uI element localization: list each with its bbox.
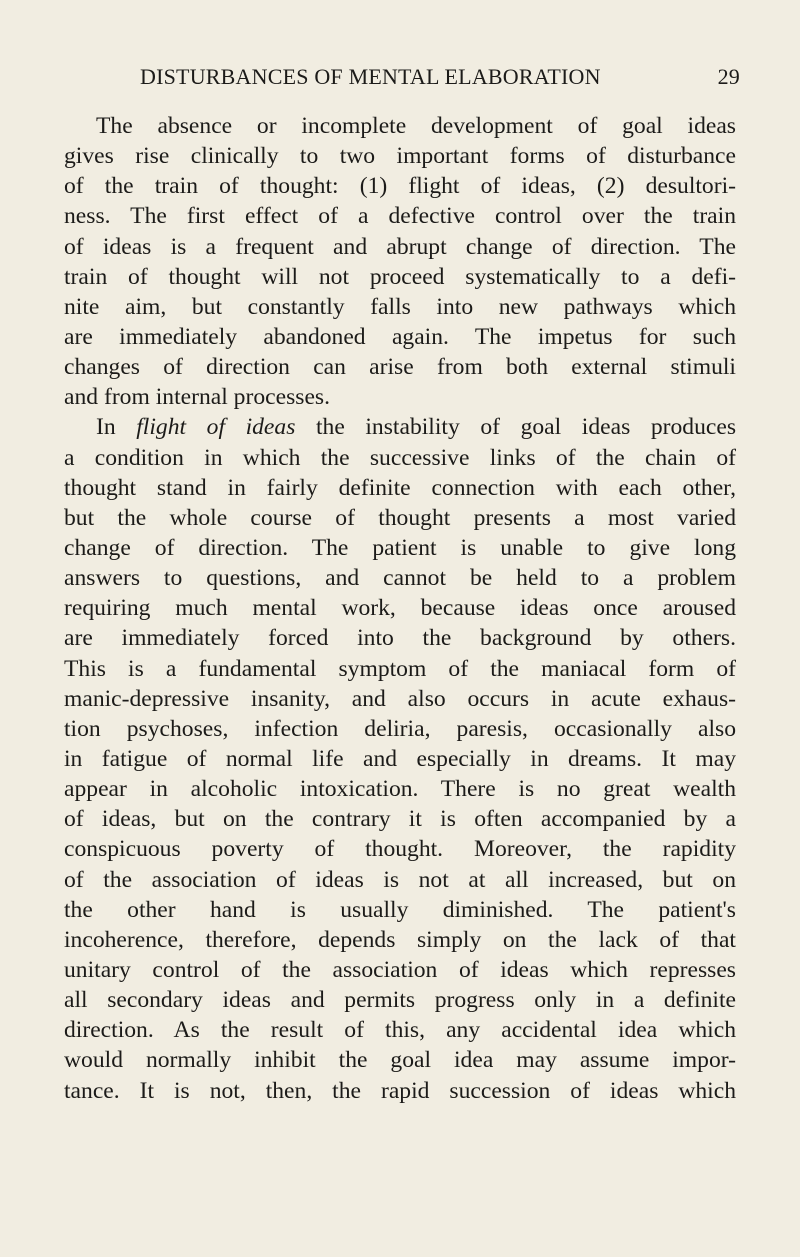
text-line-20: manic-depressive insanity, and also occurs in acute exhaus- <box>64 685 736 712</box>
text-line-3: of the train of thought: (1) flight of ideas, (2) desultori- <box>64 173 736 200</box>
text-line-13: thought stand in fairly definite connection with each other, <box>64 474 736 501</box>
text-line-26: of the association of ideas is not at all increased, but on <box>64 866 736 893</box>
text-line-11-prefix: In <box>96 414 137 441</box>
text-line-8: are immediately abandoned again. The impetus for such <box>64 323 736 350</box>
text-line-32: would normally inhibit the goal idea may assume impor- <box>64 1047 736 1074</box>
text-line-12: a condition in which the successive links of the chain of <box>64 444 736 471</box>
text-line-21: tion psychoses, infection deliria, paresis, occasionally also <box>64 715 736 742</box>
text-line-22: in fatigue of normal life and especially in dreams. It may <box>64 745 736 772</box>
text-line-5: of ideas is a frequent and abrupt change of direction. The <box>64 233 736 260</box>
text-line-23: appear in alcoholic intoxication. There is no great wealth <box>64 776 736 803</box>
body-text <box>64 111 736 1106</box>
text-line-9: changes of direction can arise from both external stimuli <box>64 354 736 381</box>
text-line-2: gives rise clinically to two important forms of disturbance <box>64 143 736 170</box>
text-line-14: but the whole course of thought presents a most varied <box>64 504 736 531</box>
text-line-19: This is a fundamental symptom of the maniacal form of <box>64 655 736 682</box>
text-line-16: answers to questions, and cannot be held to a problem <box>64 565 736 592</box>
text-line-18: are immediately forced into the background by others. <box>64 625 736 652</box>
text-line-11 <box>64 412 736 442</box>
text-line-11-suffix: the instability of goal ideas produces <box>295 414 737 441</box>
text-line-33: tance. It is not, then, the rapid succession of ideas which <box>64 1077 736 1104</box>
text-line-29: unitary control of the association of ideas which represses <box>64 956 736 983</box>
text-line-7: nite aim, but constantly falls into new pathways which <box>64 293 736 320</box>
text-line-25: conspicuous poverty of thought. Moreover, the rapidity <box>64 836 736 863</box>
text-line-4: ness. The first effect of a defective control over the train <box>64 203 736 230</box>
text-line-28: incoherence, therefore, depends simply on the lack of that <box>64 926 736 953</box>
text-line-17: requiring much mental work, because ideas once aroused <box>64 595 736 622</box>
text-line-24: of ideas, but on the contrary it is often accompanied by a <box>64 806 736 833</box>
text-line-31: direction. As the result of this, any accidental idea which <box>64 1017 736 1044</box>
flight-of-ideas-term: flight of ideas <box>136 414 296 441</box>
text-line-27: the other hand is usually diminished. The patient's <box>64 896 736 923</box>
page-number: 29 <box>717 64 740 89</box>
text-line-1: The absence or incomplete development of goal ideas <box>96 113 736 139</box>
text-line-30: all secondary ideas and permits progress only in a definite <box>64 987 736 1014</box>
text-line-15: change of direction. The patient is unable to give long <box>64 534 736 561</box>
running-title: DISTURBANCES OF MENTAL ELABORATION <box>140 64 601 89</box>
text-line-10: and from internal processes. <box>64 384 330 411</box>
text-line-6: train of thought will not proceed systematically to a defi- <box>64 263 736 290</box>
running-head <box>140 62 740 92</box>
